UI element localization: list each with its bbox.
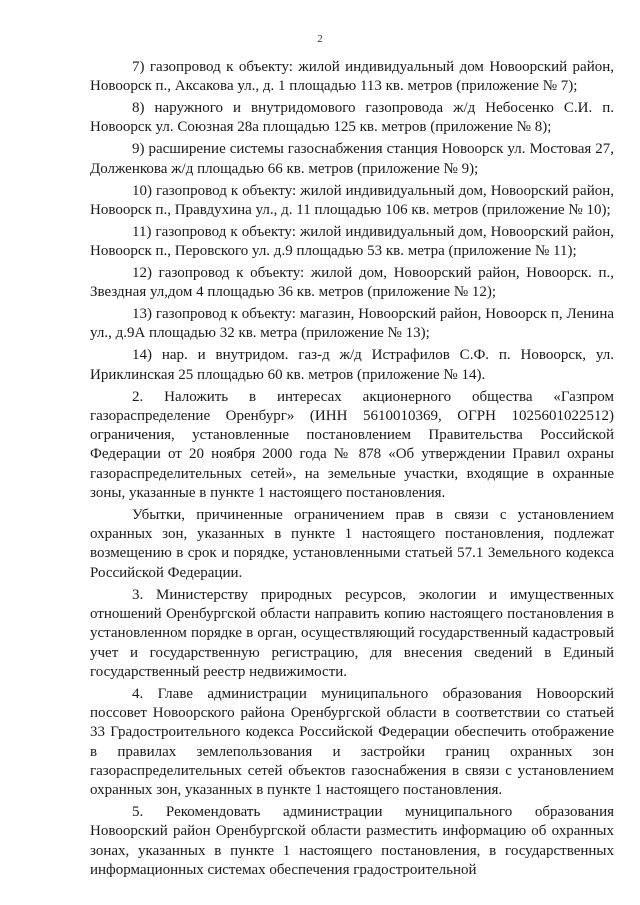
list-item-8: 8) наружного и внутридомового газопровода ж/д Небосенко С.И. п. Новоорск ул. Союзная 28а площадью 125 кв. метров (приложение № 8);	[90, 100, 614, 136]
clause-2: 2. Наложить в интересах акционерного общества «Газпром газораспределение Оренбург» (ИНН 5610010369, ОГРН 1025601022512) ограничения, установленные постановлением Правительства Российской Федерации от 20 ноября 2000 года № 878 «Об утверждении Правил охраны газораспределительных сетей», на земельные участки, входящие в охранные зоны, указанные в пункте 1 настоящего постановления.	[90, 388, 614, 501]
list-item-14: 14) нар. и внутридом. газ-д ж/д Истрафилов С.Ф. п. Новоорск, ул. Ириклинская 25 площадью 60 кв. метров (приложение № 14).	[90, 347, 614, 383]
clause-2-losses: Убытки, причиненные ограничением прав в связи с установлением охранных зон, указанных в пункте 1 настоящего постановления, подлежат возмещению в срок и порядке, установленными статьей 57.1 Земельного кодекса Российской Федерации.	[90, 506, 614, 581]
clause-4: 4. Главе администрации муниципального образования Новоорский поссовет Новоорского района Оренбургской области в соответствии со статьей 33 Градостроительного кодекса Российской Федерации обеспечить отображение в правилах землепользования и застройки границ охранных зон газораспределительных сетей объектов газоснабжения в связи с установлением охранных зон, указанных в пункте 1 настоящего постановления.	[90, 685, 614, 799]
list-item-10: 10) газопровод к объекту: жилой индивидуальный дом, Новоорский район, Новоорск п., Правдухина ул., д. 11 площадью 106 кв. метров (приложение № 10);	[90, 182, 614, 218]
list-item-9: 9) расширение системы газоснабжения станция Новоорск ул. Мостовая 27, Долженкова ж/д площадью 66 кв. метров (приложение № 9);	[90, 141, 614, 177]
clause-3: 3. Министерству природных ресурсов, экологии и имущественных отношений Оренбургской области направить копию настоящего постановления в установленном порядке в орган, осуществляющий государственный кадастровый учет и государственную регистрацию, для внесения сведений в Единый государственный реестр недвижимости.	[90, 586, 614, 680]
list-item-13: 13) газопровод к объекту: магазин, Новоорский район, Новоорск п, Ленина ул., д.9А площадью 32 кв. метра (приложение № 13);	[90, 306, 614, 342]
list-item-12: 12) газопровод к объекту: жилой дом, Новоорский район, Новоорск. п., Звездная ул,дом 4 площадью 36 кв. метров (приложение № 12);	[90, 264, 614, 301]
document-body	[90, 58, 614, 883]
list-item-11: 11) газопровод к объекту: жилой индивидуальный дом, Новоорский район, Новоорск п., Перовского ул. д.9 площадью 53 кв. метра (приложение № 11);	[90, 223, 614, 260]
clause-5: 5. Рекомендовать администрации муниципального образования Новоорский район Оренбургской области разместить информацию об охранных зонах, указанных в пункте 1 настоящего постановления, в государственных информационных системах обеспечения градостроительной	[90, 804, 614, 878]
page-number: 2	[317, 33, 323, 45]
list-item-7: 7) газопровод к объекту: жилой индивидуальный дом Новоорский район, Новоорск п., Аксакова ул., д. 1 площадью 113 кв. метров (приложение № 7);	[90, 59, 614, 95]
